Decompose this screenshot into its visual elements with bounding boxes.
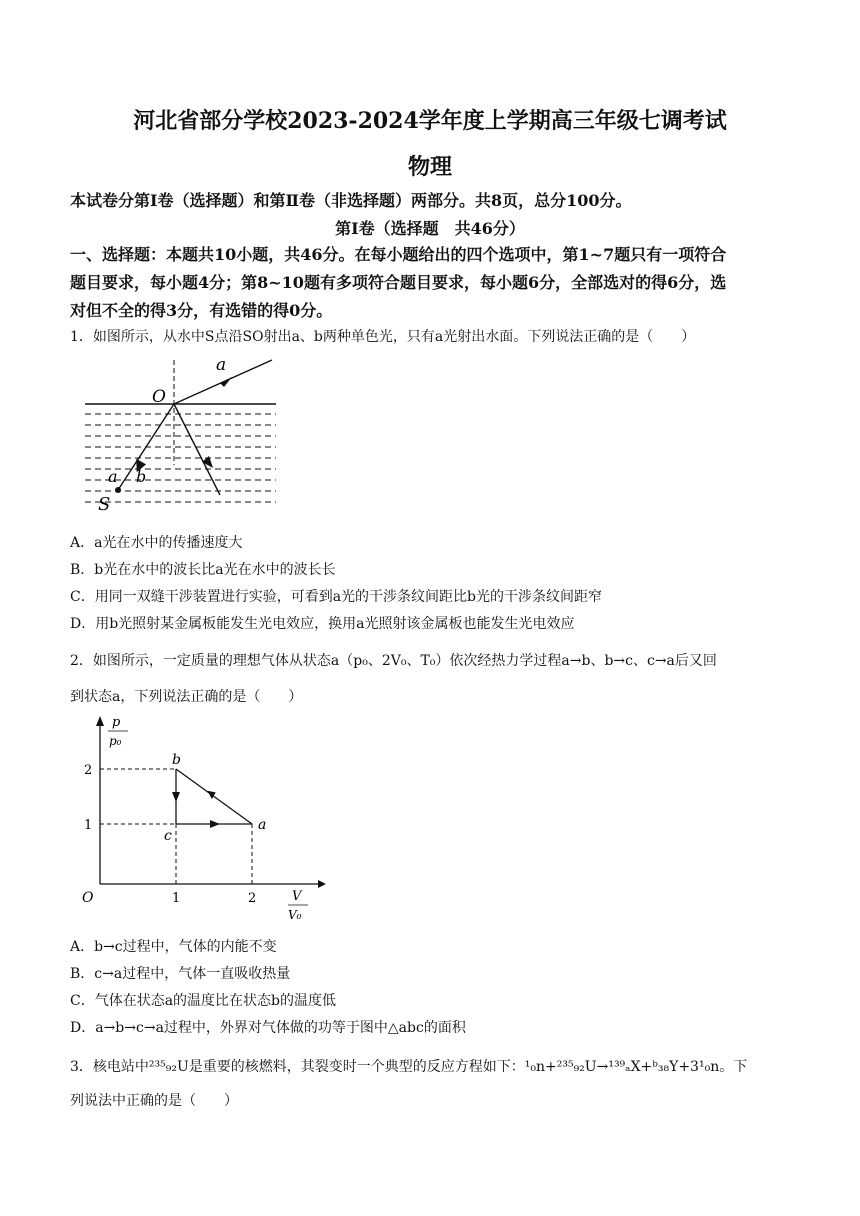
paper-intro: 本试卷分第Ⅰ卷（选择题）和第Ⅱ卷（非选择题）两部分。共8页，总分100分。: [70, 191, 632, 210]
instructions-line-2: 题目要求，每小题4分；第8~10题有多项符合题目要求，每小题6分，全部选对的得6分，选: [70, 273, 727, 292]
reflected-ray: [174, 404, 220, 495]
point-b-label: b: [172, 752, 181, 768]
section-title: 第Ⅰ卷（选择题 共46分）: [335, 219, 525, 238]
instructions-line-3: 对但不全的得3分，有选错的得0分。: [70, 301, 333, 320]
p-label-num: p: [112, 715, 121, 730]
q1-option-c[interactable]: C．用同一双缝干涉装置进行实验，可看到a光的干涉条纹间距比b光的干涉条纹间距窄: [70, 589, 603, 605]
p-axis-arrow: [96, 716, 104, 726]
source-point: [115, 487, 121, 493]
q2-option-b[interactable]: B．c→a过程中，气体一直吸收热量: [70, 966, 291, 982]
paper-title: 河北省部分学校2023-2024学年度上学期高三年级七调考试: [133, 108, 727, 134]
q3-stem-line-2: 列说法中正确的是（ ）: [70, 1093, 238, 1109]
arrow-b-c: [172, 792, 180, 802]
p-label-den: p₀: [109, 734, 122, 748]
y-tick-2: 2: [84, 763, 93, 778]
label-a-in: a: [108, 467, 118, 486]
point-a-label: a: [258, 817, 267, 833]
q2-option-a[interactable]: A．b→c过程中，气体的内能不变: [70, 939, 277, 955]
q1-stem: 1．如图所示，从水中S点沿SO射出a、b两种单色光，只有a光射出水面。下列说法正确的是（ ）: [70, 329, 696, 345]
q2-stem-line-1: 2．如图所示，一定质量的理想气体从状态a（p₀、2V₀、T₀）依次经热力学过程a→b、b→c、c→a后又回: [70, 653, 717, 669]
q2-stem-line-2: 到状态a，下列说法正确的是（ ）: [70, 689, 303, 705]
v-axis-arrow: [318, 880, 326, 888]
v-label-num: V: [292, 889, 302, 904]
q1-option-b[interactable]: B．b光在水中的波长比a光在水中的波长长: [70, 562, 336, 578]
reflected-arrow: [202, 456, 213, 468]
label-S: S: [98, 494, 111, 515]
label-a-out: a: [216, 355, 227, 375]
x-tick-2: 2: [248, 891, 257, 906]
q3-stem-line-1: 3．核电站中²³⁵₉₂U是重要的核燃料，其裂变时一个典型的反应方程如下：¹₀n+²³⁵₉₂U→¹³⁹ₐX+ᵇ₃₈Y+3¹₀n。下: [70, 1059, 748, 1075]
water-lines: [85, 414, 276, 502]
v-label-den: V₀: [288, 908, 302, 922]
q2-option-d[interactable]: D．a→b→c→a过程中，外界对气体做的功等于图中△abc的面积: [70, 1020, 466, 1036]
subject-title: 物理: [407, 154, 452, 180]
instructions-line-1: 一、选择题：本题共10小题，共46分。在每小题给出的四个选项中，第1~7题只有一项符合: [70, 245, 727, 264]
process-a-b: [176, 769, 252, 824]
arrow-c-a: [210, 820, 220, 828]
q1-refraction-figure: [80, 350, 280, 520]
q1-option-a[interactable]: A．a光在水中的传播速度大: [70, 535, 243, 551]
label-b: b: [136, 467, 147, 486]
origin-label: O: [82, 890, 94, 906]
label-O: O: [152, 387, 166, 407]
x-tick-1: 1: [172, 891, 181, 906]
q1-option-d[interactable]: D．用b光照射某金属板能发生光电效应，换用a光照射该金属板也能发生光电效应: [70, 616, 575, 632]
q2-option-c[interactable]: C．气体在状态a的温度比在状态b的温度低: [70, 993, 337, 1009]
point-c-label: c: [164, 828, 172, 844]
y-tick-1: 1: [84, 818, 93, 833]
q2-pv-diagram: [70, 712, 330, 922]
